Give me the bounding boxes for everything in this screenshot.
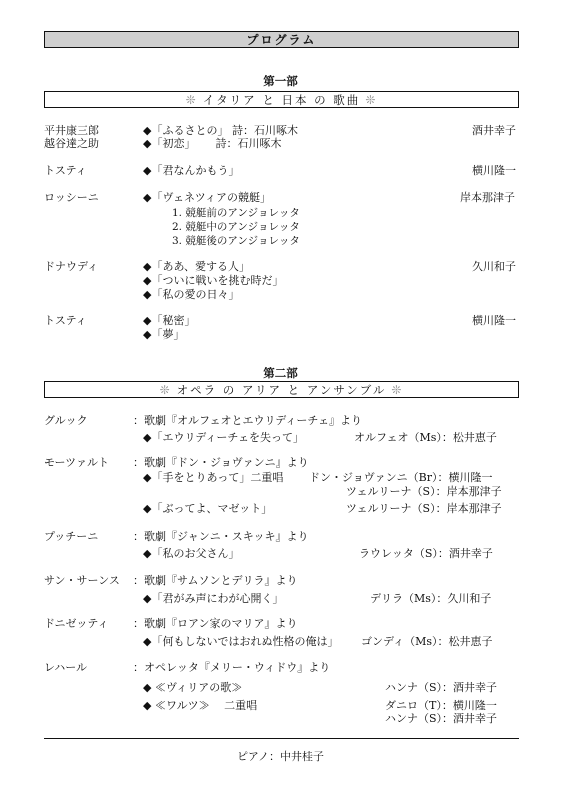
footer-divider [44,738,519,739]
cast-credit: ハンナ（S）：酒井幸子 [385,681,498,694]
cast-credit: ハンナ（S）：酒井幸子 [385,712,498,725]
song-title: ◆「初恋」 詩：石川啄木 [143,137,282,150]
opera-title: ：歌劇『ジャンニ・スキッキ』より [133,530,309,543]
composer: トスティ [44,314,87,327]
cast-credit: ダニロ（T）：横川隆一 [385,699,497,712]
composer: プッチーニ [44,530,99,543]
aria-title: ◆ ≪ヴィリアの歌≫ [143,681,243,694]
composer: トスティ [44,164,87,177]
aria-title: ◆「何もしないではおれぬ性格の俺は」 [143,635,339,648]
composer: サン・サーンス [44,574,120,587]
part2-heading: 第二部 [263,366,298,380]
program-title: プログラム [246,33,317,47]
composer: 平井康三郎 [44,124,99,137]
singer: 岸本那津子 [460,191,515,204]
part1-heading: 第一部 [263,74,298,88]
song-title: ◆「ふるさとの」 詩：石川啄木 [143,124,298,137]
cast-credit: ラウレッタ（S）：酒井幸子 [359,547,493,560]
opera-title: ：歌劇『サムソンとデリラ』より [133,574,298,587]
song-title: ◆「夢」 [143,328,185,341]
cast-credit: ゴンディ（Ms）：松井恵子 [361,635,493,648]
composer: ドナウディ [44,260,99,273]
part2-subtitle-box [44,381,519,398]
composer: レハール [44,661,88,674]
sub-item: 2. 競艇中のアンジョレッタ [172,221,300,233]
singer: 酒井幸子 [472,124,516,137]
cast-credit: デリラ（Ms）：久川和子 [370,592,492,605]
song-title: ◆「君なんかもう」 [143,164,240,177]
composer: 越谷達之助 [44,137,99,150]
singer: 久川和子 [472,260,516,273]
star-icon: ❊ [159,382,172,397]
song-title: ◆「ああ、愛する人」 [143,260,251,273]
song-title: ◆「秘密」 [143,314,196,327]
song-title: ◆「ついに戦いを挑む時だ」 [143,274,284,287]
cast-credit: オルフェオ（Ms）：松井恵子 [354,431,497,444]
part1-subtitle: イタリア と 日本 の 歌曲 [202,92,361,107]
aria-title: ◆「エウリディーチェを失って」 [143,431,305,444]
singer: 横川隆一 [472,314,516,327]
opera-title: ：歌劇『ロアン家のマリア』より [133,617,298,630]
composer: ロッシーニ [44,191,99,204]
composer: モーツァルト [44,456,110,469]
song-title: ◆「ヴェネツィアの競艇」 [143,191,272,204]
cast-credit: ツェルリーナ（S）：岸本那津子 [346,502,502,515]
aria-title: ◆「ぶってよ、マゼット」 [143,502,273,515]
composer: ドニゼッティ [44,617,109,630]
star-icon: ❊ [391,382,404,397]
aria-title: ◆「私のお父さん」 [143,547,240,560]
aria-title: ◆「手をとりあって」二重唱 [143,471,284,484]
part2-subtitle: オペラ の アリア と アンサンブル [176,382,387,397]
aria-title: ◆「君がみ声にわが心開く」 [143,592,284,605]
opera-title: ：歌劇『ドン・ジョヴァンニ』より [133,456,309,469]
program-header [44,31,519,48]
star-icon: ❊ [185,92,198,107]
singer: 横川隆一 [472,164,516,177]
sub-item: 1. 競艇前のアンジョレッタ [172,207,300,219]
aria-title: ◆ ≪ワルツ≫ 二重唱 [143,699,258,712]
star-icon: ❊ [365,92,378,107]
part1-subtitle-box [44,91,519,108]
cast-credit: ドン・ジョヴァンニ（Br）：横川隆一 [309,471,493,484]
opera-title: ：歌劇『オルフェオとエウリディーチェ』より [133,414,363,427]
sub-item: 3. 競艇後のアンジョレッタ [172,235,300,247]
opera-title: ：オペレッタ『メリー・ウィドウ』より [133,661,331,674]
pianist-credit: ピアノ：中井桂子 [236,750,325,763]
song-title: ◆「私の愛の日々」 [143,288,240,301]
composer: グルック [44,414,88,427]
cast-credit: ツェルリーナ（S）：岸本那津子 [346,485,502,498]
